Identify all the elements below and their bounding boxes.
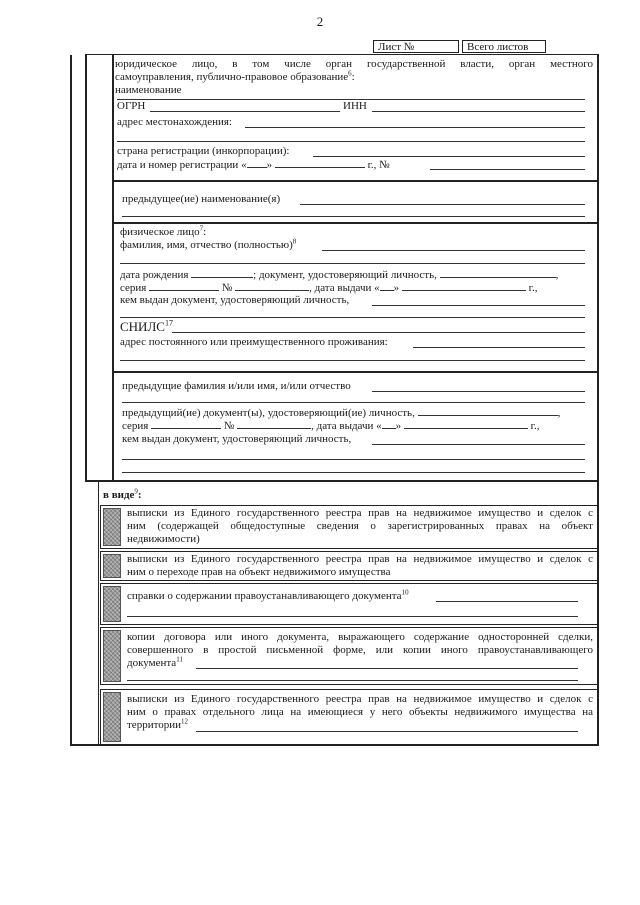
prev-doc-row: предыдущий(ие) документ(ы), удостоверяющий(ие) личность, ,: [122, 407, 561, 419]
prev-issue-month-field[interactable]: [404, 419, 528, 429]
inn-label: ИНН: [343, 100, 367, 112]
option-4-footnote: 11: [176, 655, 183, 664]
series-label: серия: [120, 282, 147, 294]
individual-title-row: физическое лицо$^7$:: [120, 224, 207, 238]
inn-field[interactable]: [372, 111, 585, 112]
issue-day-field[interactable]: [380, 281, 394, 291]
regnumber-field[interactable]: [430, 169, 585, 170]
option-3-checkbox[interactable]: [103, 586, 121, 622]
option-2-line1: выписки из Единого государственного реестра прав на недвижимое имущество и сделок с: [127, 553, 593, 565]
regdate-quote: »: [266, 159, 273, 171]
issue-date-quote: »: [393, 282, 400, 294]
section-rule-4: [85, 480, 599, 482]
option-3-line1: справки о содержании правоустанавливающего документа: [127, 590, 402, 602]
total-sheets-label: Всего листов: [467, 41, 529, 53]
left-margin-rule: [70, 55, 72, 745]
regdate-row: [117, 158, 390, 172]
fio-field-1[interactable]: [322, 250, 585, 251]
prev-issue-year-label: г.,: [530, 420, 540, 432]
birth-row: дата рождения ; документ, удостоверяющий личность, ,: [120, 269, 559, 281]
option-5-line2: ним о правах отдельного лица на имеющиеся у него объекты недвижимого имущества на: [127, 706, 593, 718]
prev-number-field[interactable]: [237, 419, 311, 429]
legal-entity-section: юридическое лицо, в том числе орган государственной власти, орган местного самоуправления, публично-правовое образование$^6$: наименование: [115, 58, 593, 96]
option-1-line1: выписки из Единого государственного реестра прав на недвижимое имущество и сделок с: [127, 507, 593, 519]
individual-footnote: 7: [199, 224, 204, 233]
sheet-number-label: Лист №: [378, 41, 415, 53]
option-5-line1: выписки из Единого государственного реестра прав на недвижимое имущество и сделок с: [127, 693, 593, 705]
option-3-field-1[interactable]: [436, 601, 578, 602]
prev-fio-label: предыдущие фамилия и/или имя, и/или отчество: [122, 380, 351, 392]
snils-footnote: 17: [164, 318, 173, 328]
option-1-checkbox[interactable]: [103, 508, 121, 546]
option-4-line1: копии договора или иного документа, выражающего содержание односторонней сделки,: [127, 631, 593, 643]
number-field[interactable]: [235, 281, 309, 291]
bottom-frame-rule: [70, 744, 599, 746]
residence-field-2[interactable]: [120, 360, 585, 361]
prev-fio-field-1[interactable]: [372, 391, 585, 392]
identity-doc-field[interactable]: [440, 268, 556, 278]
top-frame-rule: [85, 54, 599, 55]
legal-entity-intro-line1: юридическое лицо, в том числе орган государственной власти, орган местного: [115, 58, 593, 70]
country-field[interactable]: [313, 156, 585, 157]
prev-issued-by-field-2[interactable]: [122, 459, 585, 460]
prev-issue-day-field[interactable]: [382, 419, 396, 429]
sheet-number-box[interactable]: [373, 40, 459, 53]
prev-fio-field-2[interactable]: [122, 402, 585, 403]
address-field-1[interactable]: [245, 127, 585, 128]
snils-row: [120, 320, 173, 334]
address-field-2[interactable]: [117, 141, 585, 142]
prev-series-field[interactable]: [151, 419, 221, 429]
prev-issued-by-field-3[interactable]: [122, 472, 585, 473]
prev-doc-field[interactable]: [418, 406, 558, 416]
fio-label: фамилия, имя, отчество (полностью): [120, 239, 293, 251]
option-1-text: [127, 507, 593, 546]
option-2-line2: ним о переходе прав на объект недвижимого имущества: [127, 566, 391, 578]
previous-names-label: предыдущее(ие) наименование(я): [122, 193, 281, 205]
regdate-label: дата и номер регистрации «: [117, 159, 247, 171]
issue-month-field[interactable]: [402, 281, 526, 291]
left-frame-rule: [85, 55, 87, 480]
issue-year-label: г.,: [528, 282, 538, 294]
option-5-footnote: 12: [181, 717, 189, 726]
regdate-month-field[interactable]: [275, 158, 365, 168]
option-3-row: [127, 590, 409, 603]
series-row: [120, 281, 537, 295]
option-4-line3: документа: [127, 657, 177, 669]
fio-row: [120, 239, 296, 252]
inner-column-rule: [112, 55, 114, 480]
total-sheets-box[interactable]: [462, 40, 546, 53]
birth-date-field[interactable]: [191, 268, 253, 278]
ogrn-label: ОГРН: [117, 100, 146, 112]
option-5-line3: территории: [127, 719, 182, 731]
option-5-text: [127, 693, 593, 732]
residence-field-1[interactable]: [413, 347, 585, 348]
form-type-title: в виде: [103, 489, 135, 501]
option-4-text: [127, 631, 593, 670]
country-label: страна регистрации (инкорпорации):: [117, 145, 290, 157]
option-1-line3: недвижимости): [127, 533, 200, 545]
individual-title: физическое лицо: [120, 226, 200, 238]
series-field[interactable]: [149, 281, 219, 291]
option-2-text: [127, 553, 593, 579]
name-label: наименование: [115, 84, 182, 96]
issued-by-field-1[interactable]: [372, 305, 585, 306]
section-rule-1: [112, 180, 599, 182]
page-number: 2: [316, 14, 324, 29]
form-type-title-row: в виде$^9$:: [103, 487, 142, 501]
prev-series-row: [122, 419, 539, 433]
option-2-checkbox[interactable]: [103, 554, 121, 578]
legal-entity-intro-line2: самоуправления, публично-правовое образование: [115, 71, 349, 83]
section-rule-2: [112, 222, 599, 224]
snils-field[interactable]: [172, 332, 585, 333]
option-4-line2: совершенного в простой письменной форме, или копии иного правоустанавливающего: [127, 644, 593, 656]
issued-by-label: кем выдан документ, удостоверяющий личность,: [120, 294, 350, 306]
fio-footnote: 8: [292, 237, 297, 246]
option-4-checkbox[interactable]: [103, 630, 121, 682]
prev-issue-date-label: , дата выдачи «: [311, 420, 382, 432]
previous-names-field-1[interactable]: [300, 204, 585, 205]
previous-names-field-2[interactable]: [122, 216, 585, 217]
form-type-left-rule: [98, 480, 99, 745]
prev-number-label: №: [223, 420, 235, 432]
option-5-field[interactable]: [196, 731, 578, 732]
address-label: адрес местонахождения:: [117, 116, 232, 128]
ogrn-field[interactable]: [150, 111, 340, 112]
prev-doc-label: предыдущий(ие) документ(ы), удостоверяющий(ие) личность,: [122, 407, 415, 419]
form-type-footnote: 9: [134, 487, 138, 496]
option-4-field-2[interactable]: [127, 680, 578, 681]
identity-doc-label: ; документ, удостоверяющий личность,: [253, 269, 437, 281]
section-rule-3: [112, 371, 599, 373]
prev-issued-by-field-1[interactable]: [372, 444, 585, 445]
number-label: №: [221, 282, 233, 294]
regdate-year-label: г., №: [367, 159, 390, 171]
prev-series-label: серия: [122, 420, 149, 432]
prev-issue-date-quote: »: [395, 420, 402, 432]
prev-issued-by-label: кем выдан документ, удостоверяющий личность,: [122, 433, 352, 445]
issued-by-field-2[interactable]: [120, 317, 585, 318]
option-5-checkbox[interactable]: [103, 692, 121, 742]
legal-entity-footnote: 6: [348, 69, 352, 78]
option-1-line2: ним (содержащей общедоступные сведения о зарегистрированных правах на объект: [127, 520, 593, 532]
residence-label: адрес постоянного или преимущественного проживания:: [120, 336, 388, 348]
option-3-field-2[interactable]: [127, 616, 578, 617]
option-3-footnote: 10: [401, 588, 409, 597]
issue-date-label: , дата выдачи «: [309, 282, 380, 294]
snils-label: СНИЛС: [120, 319, 165, 334]
fio-field-2[interactable]: [120, 263, 585, 264]
regdate-day-field[interactable]: [247, 158, 267, 168]
option-4-field-1[interactable]: [196, 668, 578, 669]
birth-label: дата рождения: [120, 269, 189, 281]
